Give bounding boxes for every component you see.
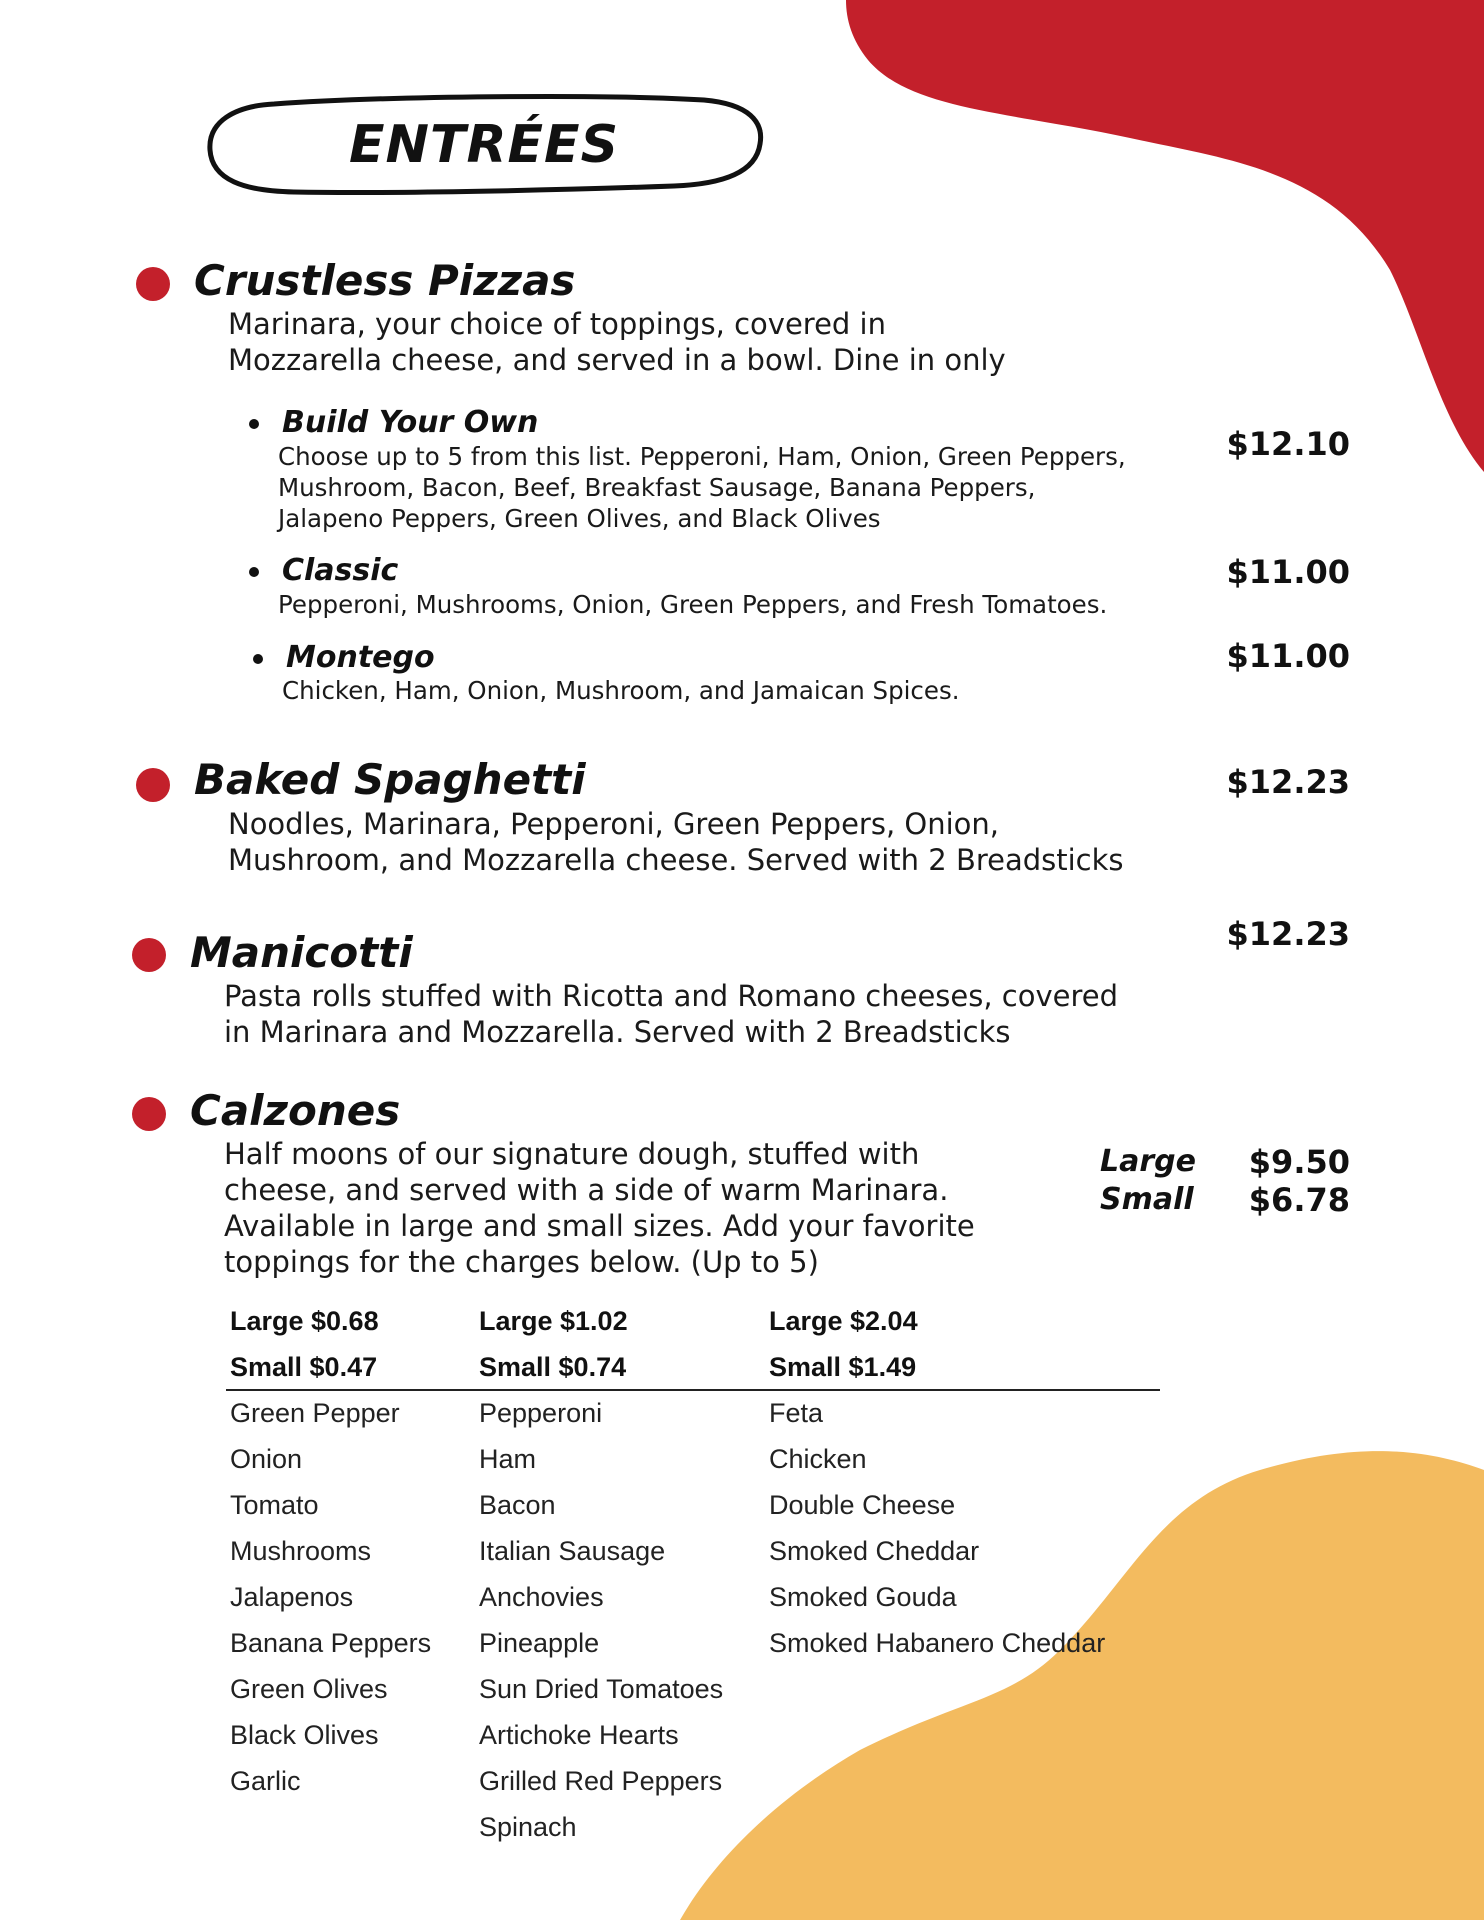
calzones-desc-line-1: Half moons of our signature dough, stuffed with [224,1137,920,1171]
section-title-crustless-pizzas: Crustless Pizzas [194,256,576,305]
table-cell: Tomato [230,1490,319,1520]
table-cell: Anchovies [479,1582,604,1612]
montego-desc: Chicken, Ham, Onion, Mushroom, and Jamaican Spices. [282,676,960,705]
calzones-desc-line-2: cheese, and served with a side of warm Marinara. [224,1173,949,1207]
build-your-own-desc-line-3: Jalapeno Peppers, Green Olives, and Black Olives [278,504,881,533]
price-baked-spaghetti: $12.23 [1226,763,1350,801]
build-your-own-desc-line-1: Choose up to 5 from this list. Pepperoni, Ham, Onion, Green Peppers, [278,442,1126,471]
list-bullet [249,567,259,577]
list-bullet [249,419,259,429]
spaghetti-desc-line-1: Noodles, Marinara, Pepperoni, Green Peppers, Onion, [228,807,1000,841]
calzones-desc-line-3: Available in large and small sizes. Add your favorite [224,1209,975,1243]
section-title-baked-spaghetti: Baked Spaghetti [194,755,586,804]
table-header-small-col-2: Small $0.74 [479,1352,627,1382]
manicotti-desc-line-1: Pasta rolls stuffed with Ricotta and Romano cheeses, covered [224,979,1119,1013]
table-cell: Green Pepper [230,1398,400,1428]
table-cell: Smoked Cheddar [769,1536,980,1566]
table-header-large-col-3: Large $2.04 [769,1306,918,1336]
section-bullet [136,768,170,802]
item-price-classic: $11.00 [1226,553,1350,591]
table-cell: Green Olives [230,1674,388,1704]
item-name-montego: Montego [286,640,435,675]
table-cell: Artichoke Hearts [479,1720,679,1750]
toppings-column-2 [479,1390,723,1850]
build-your-own-desc-line-2: Mushroom, Bacon, Beef, Breakfast Sausage, Banana Peppers, [278,473,1036,502]
section-bullet [132,1097,166,1131]
item-price-build-your-own: $12.10 [1226,425,1350,463]
crustless-desc-line-2: Mozzarella cheese, and served in a bowl. Dine in only [228,343,1006,377]
section-title-calzones: Calzones [190,1086,401,1135]
table-cell: Black Olives [230,1720,379,1750]
table-cell: Garlic [230,1766,301,1796]
calzone-size-small-label: Small [1100,1182,1194,1217]
item-price-montego: $11.00 [1226,637,1350,675]
calzone-price-small: $6.78 [1248,1181,1350,1219]
table-cell: Banana Peppers [230,1628,432,1658]
table-cell: Ham [479,1444,537,1474]
spaghetti-desc-line-2: Mushroom, and Mozzarella cheese. Served with 2 Breadsticks [228,843,1124,877]
price-manicotti: $12.23 [1226,915,1350,953]
table-header-large-col-1: Large $0.68 [230,1306,379,1336]
table-cell: Sun Dried Tomatoes [479,1674,724,1704]
table-cell: Jalapenos [230,1582,354,1612]
toppings-column-3 [769,1390,1105,1666]
table-cell: Italian Sausage [479,1536,666,1566]
item-name-classic: Classic [282,553,399,588]
classic-desc: Pepperoni, Mushrooms, Onion, Green Peppers, and Fresh Tomatoes. [278,590,1108,619]
manicotti-desc-line-2: in Marinara and Mozzarella. Served with 2 Breadsticks [224,1015,1011,1049]
table-header-small-col-3: Small $1.49 [769,1352,917,1382]
table-header-large-col-2: Large $1.02 [479,1306,628,1336]
list-bullet [253,654,263,664]
table-cell: Feta [769,1398,824,1428]
page-title: ENTRÉES [348,115,620,175]
section-title-manicotti: Manicotti [190,928,413,977]
table-cell: Spinach [479,1812,577,1842]
table-cell: Chicken [769,1444,867,1474]
table-cell: Smoked Habanero Cheddar [769,1628,1106,1658]
table-header-small-col-1: Small $0.47 [230,1352,378,1382]
table-cell: Double Cheese [769,1490,956,1520]
table-cell: Grilled Red Peppers [479,1766,723,1796]
crustless-desc-line-1: Marinara, your choice of toppings, covered in [228,307,886,341]
table-cell: Mushrooms [230,1536,372,1566]
table-cell: Pineapple [479,1628,600,1658]
toppings-column-1 [230,1390,431,1804]
section-bullet [136,267,170,301]
table-cell: Pepperoni [479,1398,603,1428]
calzone-price-large: $9.50 [1248,1143,1350,1181]
calzone-size-large-label: Large [1100,1144,1196,1179]
table-cell: Smoked Gouda [769,1582,957,1612]
table-cell: Onion [230,1444,303,1474]
calzones-desc-line-4: toppings for the charges below. (Up to 5) [224,1245,819,1279]
section-bullet [132,938,166,972]
item-name-build-your-own: Build Your Own [282,405,539,440]
table-cell: Bacon [479,1490,556,1520]
